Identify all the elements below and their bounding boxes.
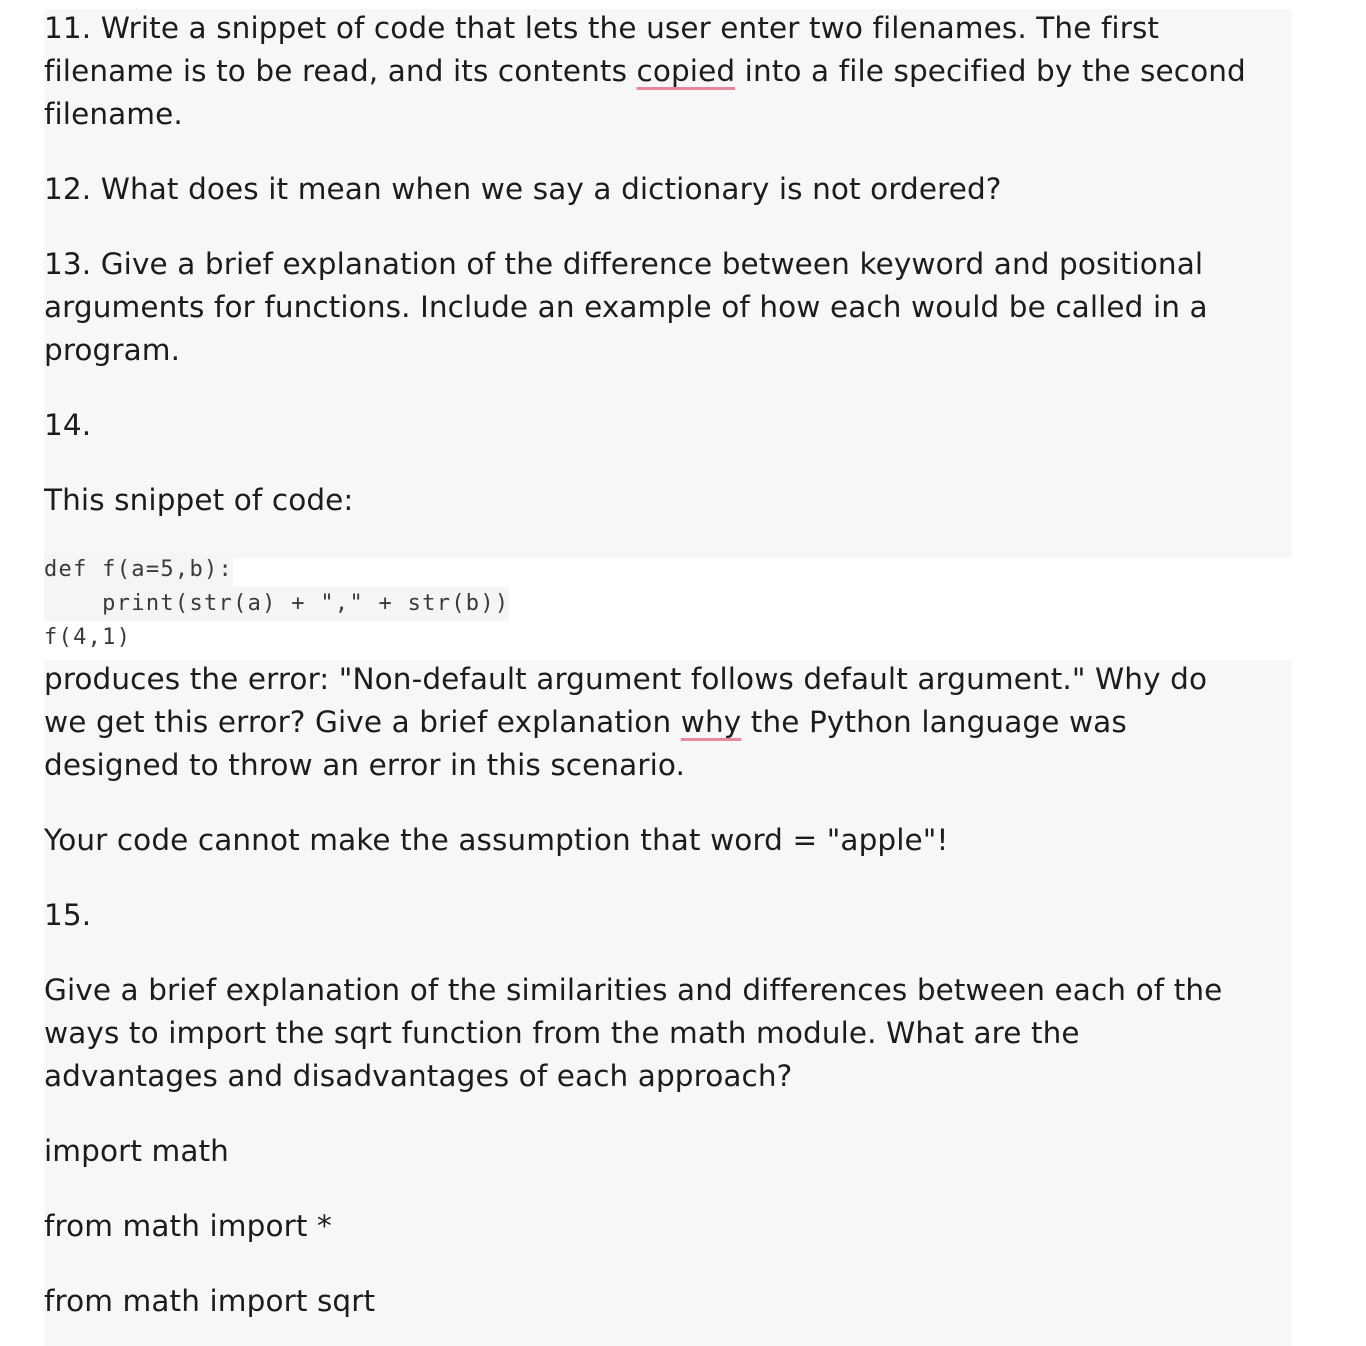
import-option-text: import math [44,1134,229,1168]
question-11-line [44,50,1284,93]
code-line: f(4,1) [44,625,132,650]
import-option [44,1280,1284,1323]
question-15-number [44,894,1284,937]
question-14-text: we get this error? Give a brief explanation [44,705,681,739]
question-14-intro-text: This snippet of code: [44,483,354,517]
question-14-text: the Python language was [741,705,1127,739]
question-12-line: 12. What does it mean when we say a dictionary is not ordered? [44,172,1002,206]
question-11 [44,7,1284,136]
question-14-number [44,404,1284,447]
spellcheck-flagged-word[interactable]: why [680,705,742,739]
question-14-body [44,658,1284,787]
question-14-line [44,701,1284,744]
import-option-text: from math import sqrt [44,1284,376,1318]
question-14-note [44,819,1284,862]
question-15-line: ways to import the sqrt function from the math module. What are the [44,1016,1080,1050]
question-number: 14. [44,408,92,442]
question-11-text: into a file specified by the second [735,54,1246,88]
spellcheck-flagged-word[interactable]: copied [636,54,736,88]
question-12 [44,168,1284,211]
question-14-line: designed to throw an error in this scenario. [44,748,685,782]
question-number: 15. [44,898,92,932]
question-13-line: arguments for functions. Include an example of how each would be called in a [44,290,1208,324]
import-option [44,1205,1284,1248]
import-option-text: from math import * [44,1209,332,1243]
question-13 [44,243,1284,372]
question-11-text: filename is to be read, and its contents [44,54,637,88]
question-11-line: filename. [44,97,183,131]
question-13-line: 13. Give a brief explanation of the difference between keyword and positional [44,247,1204,281]
question-11-line: 11. Write a snippet of code that lets the user enter two filenames. The first [44,11,1160,45]
code-line: print(str(a) + "," + str(b)) [44,587,509,621]
question-14-note-text: Your code cannot make the assumption that word = "apple"! [44,823,949,857]
question-14-line: produces the error: "Non-default argument follows default argument." Why do [44,662,1208,696]
question-15-line: Give a brief explanation of the similarities and differences between each of the [44,973,1223,1007]
question-15 [44,969,1284,1098]
question-13-line: program. [44,333,181,367]
question-15-line: advantages and disadvantages of each approach? [44,1059,793,1093]
code-line: def f(a=5,b): [44,553,233,587]
question-14-intro [44,479,1284,522]
import-option [44,1130,1284,1173]
